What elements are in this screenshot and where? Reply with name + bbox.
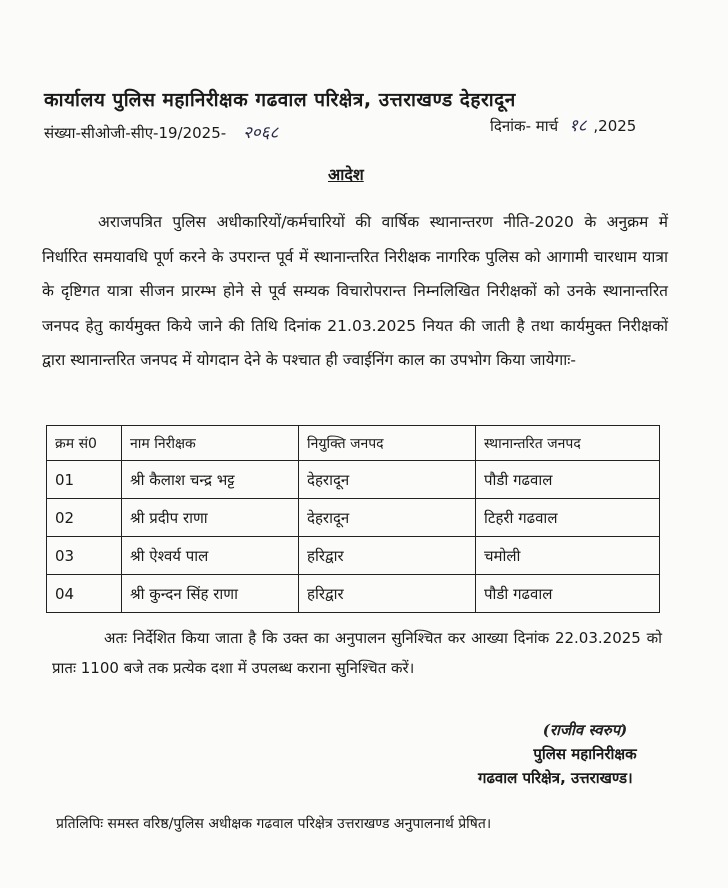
cell-posting: देहरादून (299, 499, 476, 537)
date-prefix: दिनांक- मार्च (490, 117, 559, 135)
cell-transfer: टिहरी गढवाल (476, 499, 660, 537)
order-date (490, 113, 636, 136)
date-suffix: ,2025 (593, 117, 637, 135)
closing-paragraph: अतः निर्देशित किया जाता है कि उक्त का अनुपालन सुनिश्चित कर आख्या दिनांक 22.03.2025 को प्रातः 1100 बजे तक प्रत्येक दशा में उपलब्ध कराना सुनिश्चित करें। (52, 629, 662, 677)
signatory-name: (राजीव स्वरुप) (542, 721, 628, 739)
cell-name: श्री प्रदीप राणा (122, 499, 299, 537)
cell-posting: हरिद्वार (299, 575, 476, 613)
body-text: अराजपत्रित पुलिस अधीकारियों/कर्मचारियों की वार्षिक स्थानान्तरण नीति-2020 के अनुक्रम में निर्धारित समयावधि पूर्ण करने के उपरान्त पूर्व में स्थानान्तरित निरीक्षक नागरिक पुलिस को आगामी चारधाम यात्रा के दृष्टिगत यात्रा सीजन प्रारम्भ होने से पूर्व सम्यक विचारोपरान्त निम्नलिखित निरीक्षकों को उनके स्थानान्तरित जनपद हेतु कार्यमुक्त किये जाने की तिथि दिनांक 21.03.2025 नियत की जाती है तथा कार्यमुक्त निरीक्षकों द्वारा स्थानान्तरित जनपद में योगदान देने के पश्चात ही ज्वाईनिंग काल का उपभोग किया जायेगाः- (42, 213, 669, 369)
cell-transfer: पौडी गढवाल (476, 575, 660, 613)
cell-serial: 03 (47, 537, 122, 575)
cell-posting: हरिद्वार (299, 537, 476, 575)
transfer-table (46, 425, 660, 613)
table-row (47, 499, 660, 537)
cell-name: श्री ऐश्वर्य पाल (122, 537, 299, 575)
table-row (47, 537, 660, 575)
reference-handwritten: २०६८ (242, 123, 279, 143)
cell-serial: 04 (47, 575, 122, 613)
reference-printed: संख्या-सीओजी-सीए-19/2025- (44, 124, 227, 142)
office-header: कार्यालय पुलिस महानिरीक्षक गढवाल परिक्षेत्र, उत्तराखण्ड देहरादून (44, 89, 516, 111)
cell-serial: 02 (47, 499, 122, 537)
cell-transfer: पौडी गढवाल (476, 461, 660, 499)
cell-name: श्री कुन्दन सिंह राणा (122, 575, 299, 613)
order-title: आदेश (328, 165, 364, 184)
reference-number (44, 120, 278, 143)
table-row (47, 461, 660, 499)
cell-serial: 01 (47, 461, 122, 499)
signature-block (500, 720, 670, 764)
date-handwritten: १८ (568, 116, 587, 136)
body-paragraph (42, 205, 668, 378)
table-header-row (47, 426, 660, 461)
signatory-designation: पुलिस महानिरीक्षक (533, 745, 637, 763)
cell-name: श्री कैलाश चन्द्र भट्ट (122, 461, 299, 499)
col-header-posting: नियुक्ति जनपद (299, 426, 476, 461)
table-row (47, 575, 660, 613)
cell-posting: देहरादून (299, 461, 476, 499)
col-header-serial: क्रम सं0 (47, 426, 122, 461)
signatory-office: गढवाल परिक्षेत्र, उत्तराखण्ड। (478, 769, 633, 787)
copy-to-line: प्रतिलिपिः समस्त वरिष्ठ/पुलिस अधीक्षक गढवाल परिक्षेत्र उत्तराखण्ड अनुपालनार्थ प्रेषित। (56, 816, 492, 832)
cell-transfer: चमोली (476, 537, 660, 575)
col-header-name: नाम निरीक्षक (122, 426, 299, 461)
col-header-transfer: स्थानान्तरित जनपद (476, 426, 660, 461)
